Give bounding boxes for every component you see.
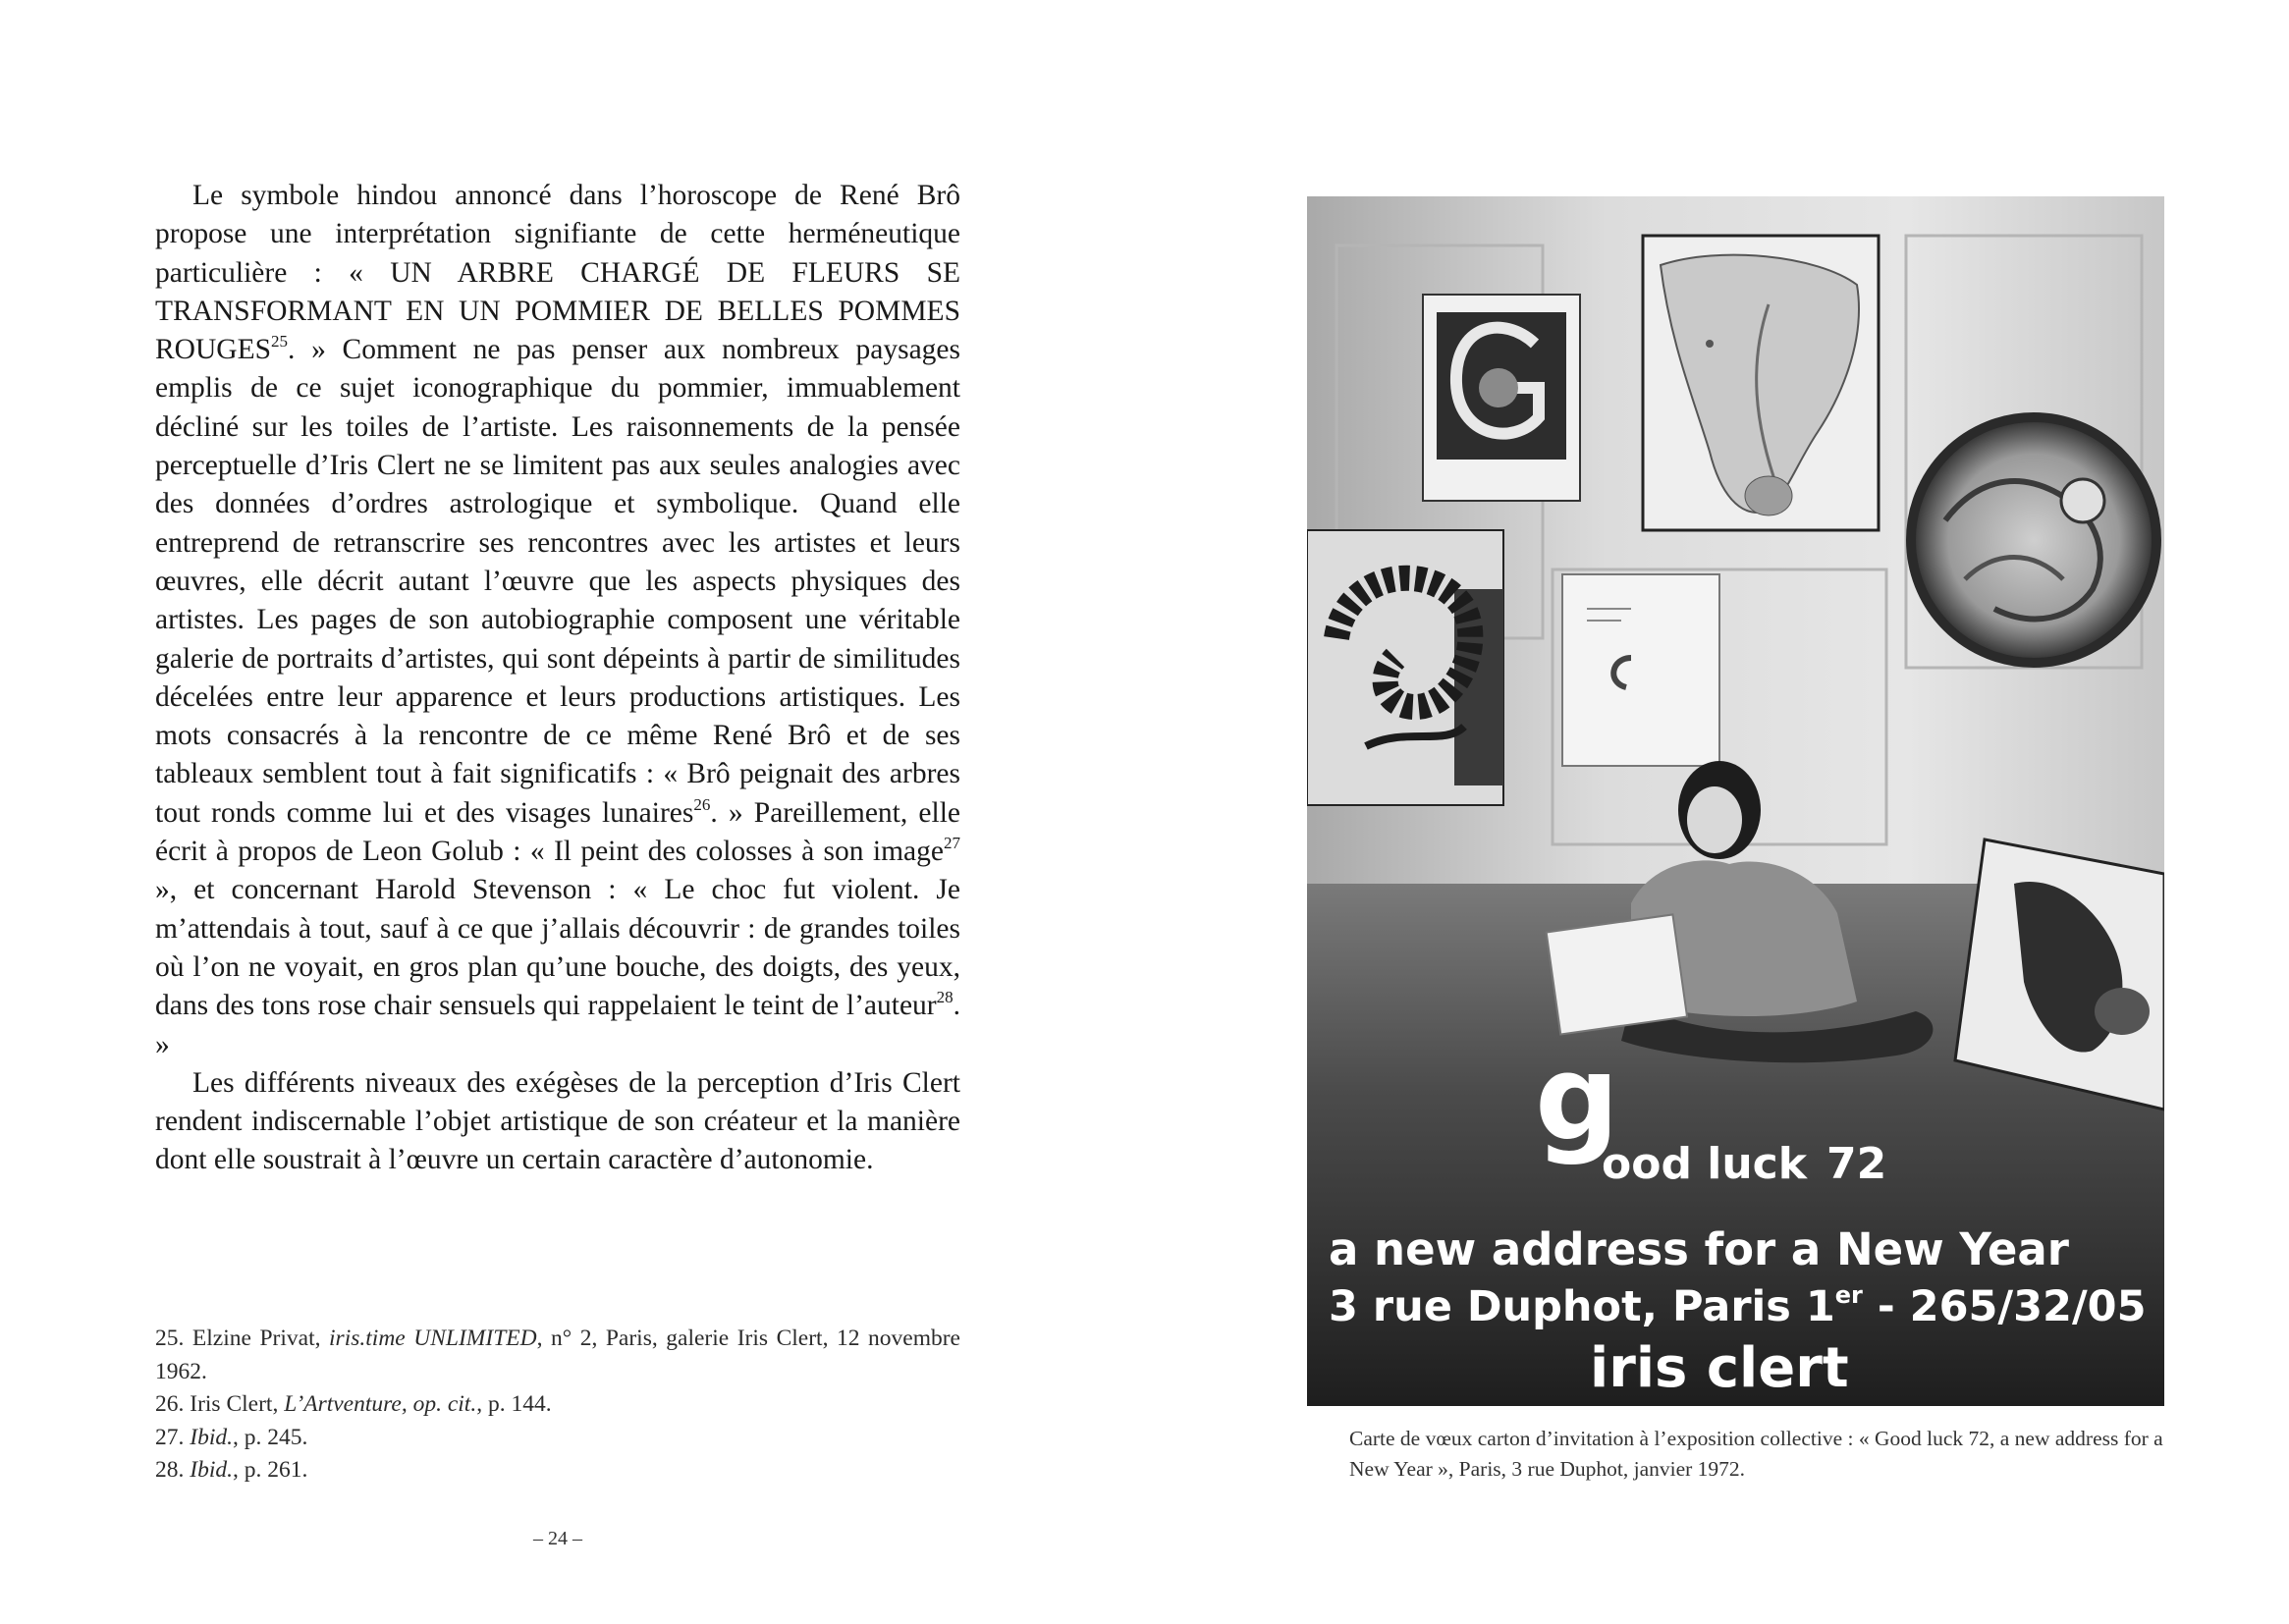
paragraph-1-part-2: . » Comment ne pas penser aux nombreux paysages emplis de ce sujet iconographique du pommier, immuablement décliné sur les toiles de l’artiste. Les raisonnements de la pensée perceptuelle d’Iris Clert ne se limitent pas aux seules analogies avec des données d’ordres astrologique et symbolique. Quand elle entreprend de retranscrire ses rencontres avec les artistes et leurs œuvres, elle décrit autant l’œuvre que les aspects physiques des artistes. Les pages de son autobiographie composent une véritable galerie de portraits d’artistes, qui sont dépeints à partir de similitudes décelées entre leur apparence et leurs productions artistiques. Les mots consacrés à la rencontre de ce même René Brô et de ses tableaux semblent tout à fait significatifs : « Brô peignait des arbres tout ronds comme lui et des visages lunaires (155, 334, 960, 829)
footnote-number: 25. (155, 1326, 185, 1351)
footnote-title: iris.time UNLIMITED (329, 1326, 537, 1351)
footnote-number: 28. (155, 1457, 185, 1483)
footnote-ref-28[interactable]: 28 (936, 988, 954, 1007)
footnote-number: 27. (155, 1424, 185, 1450)
footnote-26 (155, 1388, 960, 1422)
paragraph-2: Les différents niveaux des exégèses de la perception d’Iris Clert rendent indiscernable l’objet artistique de son créateur et la manière dont elle soustrait à l’œuvre un certain caractère d’autonomie. (155, 1066, 960, 1176)
artwork-torso (1643, 236, 1879, 530)
photo-caption: Carte de vœux carton d’invitation à l’exposition collective : « Good luck 72, a new address for a New Year », Paris, 3 rue Duphot, janvier 1972. (1349, 1427, 2163, 1481)
footnote-title: Ibid. (190, 1457, 233, 1483)
poster-gallery-name: iris clert (1590, 1336, 1849, 1400)
photo-illustration (1307, 196, 2164, 1406)
footnote-27 (155, 1422, 960, 1455)
poster-good-luck: ood luck (1602, 1139, 1808, 1189)
poster-line-good-luck (1602, 1139, 1886, 1189)
invitation-card-photo (1307, 196, 2164, 1406)
footnote-title: Ibid. (190, 1424, 233, 1450)
footnote-ref-26[interactable]: 26 (693, 794, 711, 814)
paragraph-1-part-3: . » Pareillement, elle écrit à propos de Leon Golub : « Il peint des colosses à son image (155, 796, 960, 868)
footnote-25 (155, 1323, 960, 1388)
footnote-text: , n° 2, Paris, galerie Iris Clert, 12 novembre 1962. (155, 1326, 960, 1384)
paragraph-1 (155, 177, 960, 1064)
poster-big-g: g (1535, 1031, 1619, 1167)
poster-line-new-address: a new address for a New Year (1329, 1223, 2069, 1275)
poster-phone: - 265/32/05 (1862, 1282, 2147, 1331)
footnote-text: , p. 245. (232, 1424, 308, 1450)
poster-year: 72 (1826, 1139, 1887, 1189)
paragraph-1-part-1: Le symbole hindou annoncé dans l’horoscope de René Brô propose une interprétation signifiante de cette herméneutique particulière : « UN ARBRE CHARGÉ DE FLEURS SE TRANSFORMANT EN UN POMMIER DE BELLES POMMES ROUGES (155, 180, 960, 366)
footnote-text: Elzine Privat, (191, 1326, 330, 1351)
artwork-ram-horn (1307, 530, 1503, 805)
footnote-text: , p. 144. (476, 1391, 552, 1417)
footnote-ref-27[interactable]: 27 (944, 834, 960, 853)
page-number: – 24 – (533, 1528, 582, 1549)
left-page-body (155, 177, 960, 1180)
artwork-small-page (1562, 574, 1719, 766)
poster-arrondissement-sup: er (1834, 1281, 1863, 1309)
footnote-ref-25[interactable]: 25 (271, 332, 289, 352)
footnote-title: L’Artventure, op. cit. (284, 1391, 477, 1417)
footnote-text: , p. 261. (232, 1457, 308, 1483)
poster-line-address (1329, 1281, 2147, 1331)
footnote-number: 26. (155, 1391, 185, 1417)
footnote-28 (155, 1454, 960, 1488)
paragraph-1-part-5: . » (155, 990, 960, 1060)
footnotes (155, 1323, 960, 1488)
poster-street: 3 rue Duphot, Paris 1 (1329, 1282, 1835, 1331)
footnote-text: Iris Clert, (190, 1391, 285, 1417)
artwork-round-plate (1911, 417, 2156, 663)
paragraph-1-part-4: », et concernant Harold Stevenson : « Le choc fut violent. Je m’attendais à tout, sauf à ce que j’allais découvrir : de grandes toiles où l’on ne voyait, en gros plan qu’une bouche, des doigts, des yeux, dans des tons rose chair sensuels qui rappelaient le teint de l’auteur (155, 874, 960, 1022)
artwork-g-print (1423, 295, 1580, 501)
artwork-leaning-canvas (1955, 839, 2164, 1110)
